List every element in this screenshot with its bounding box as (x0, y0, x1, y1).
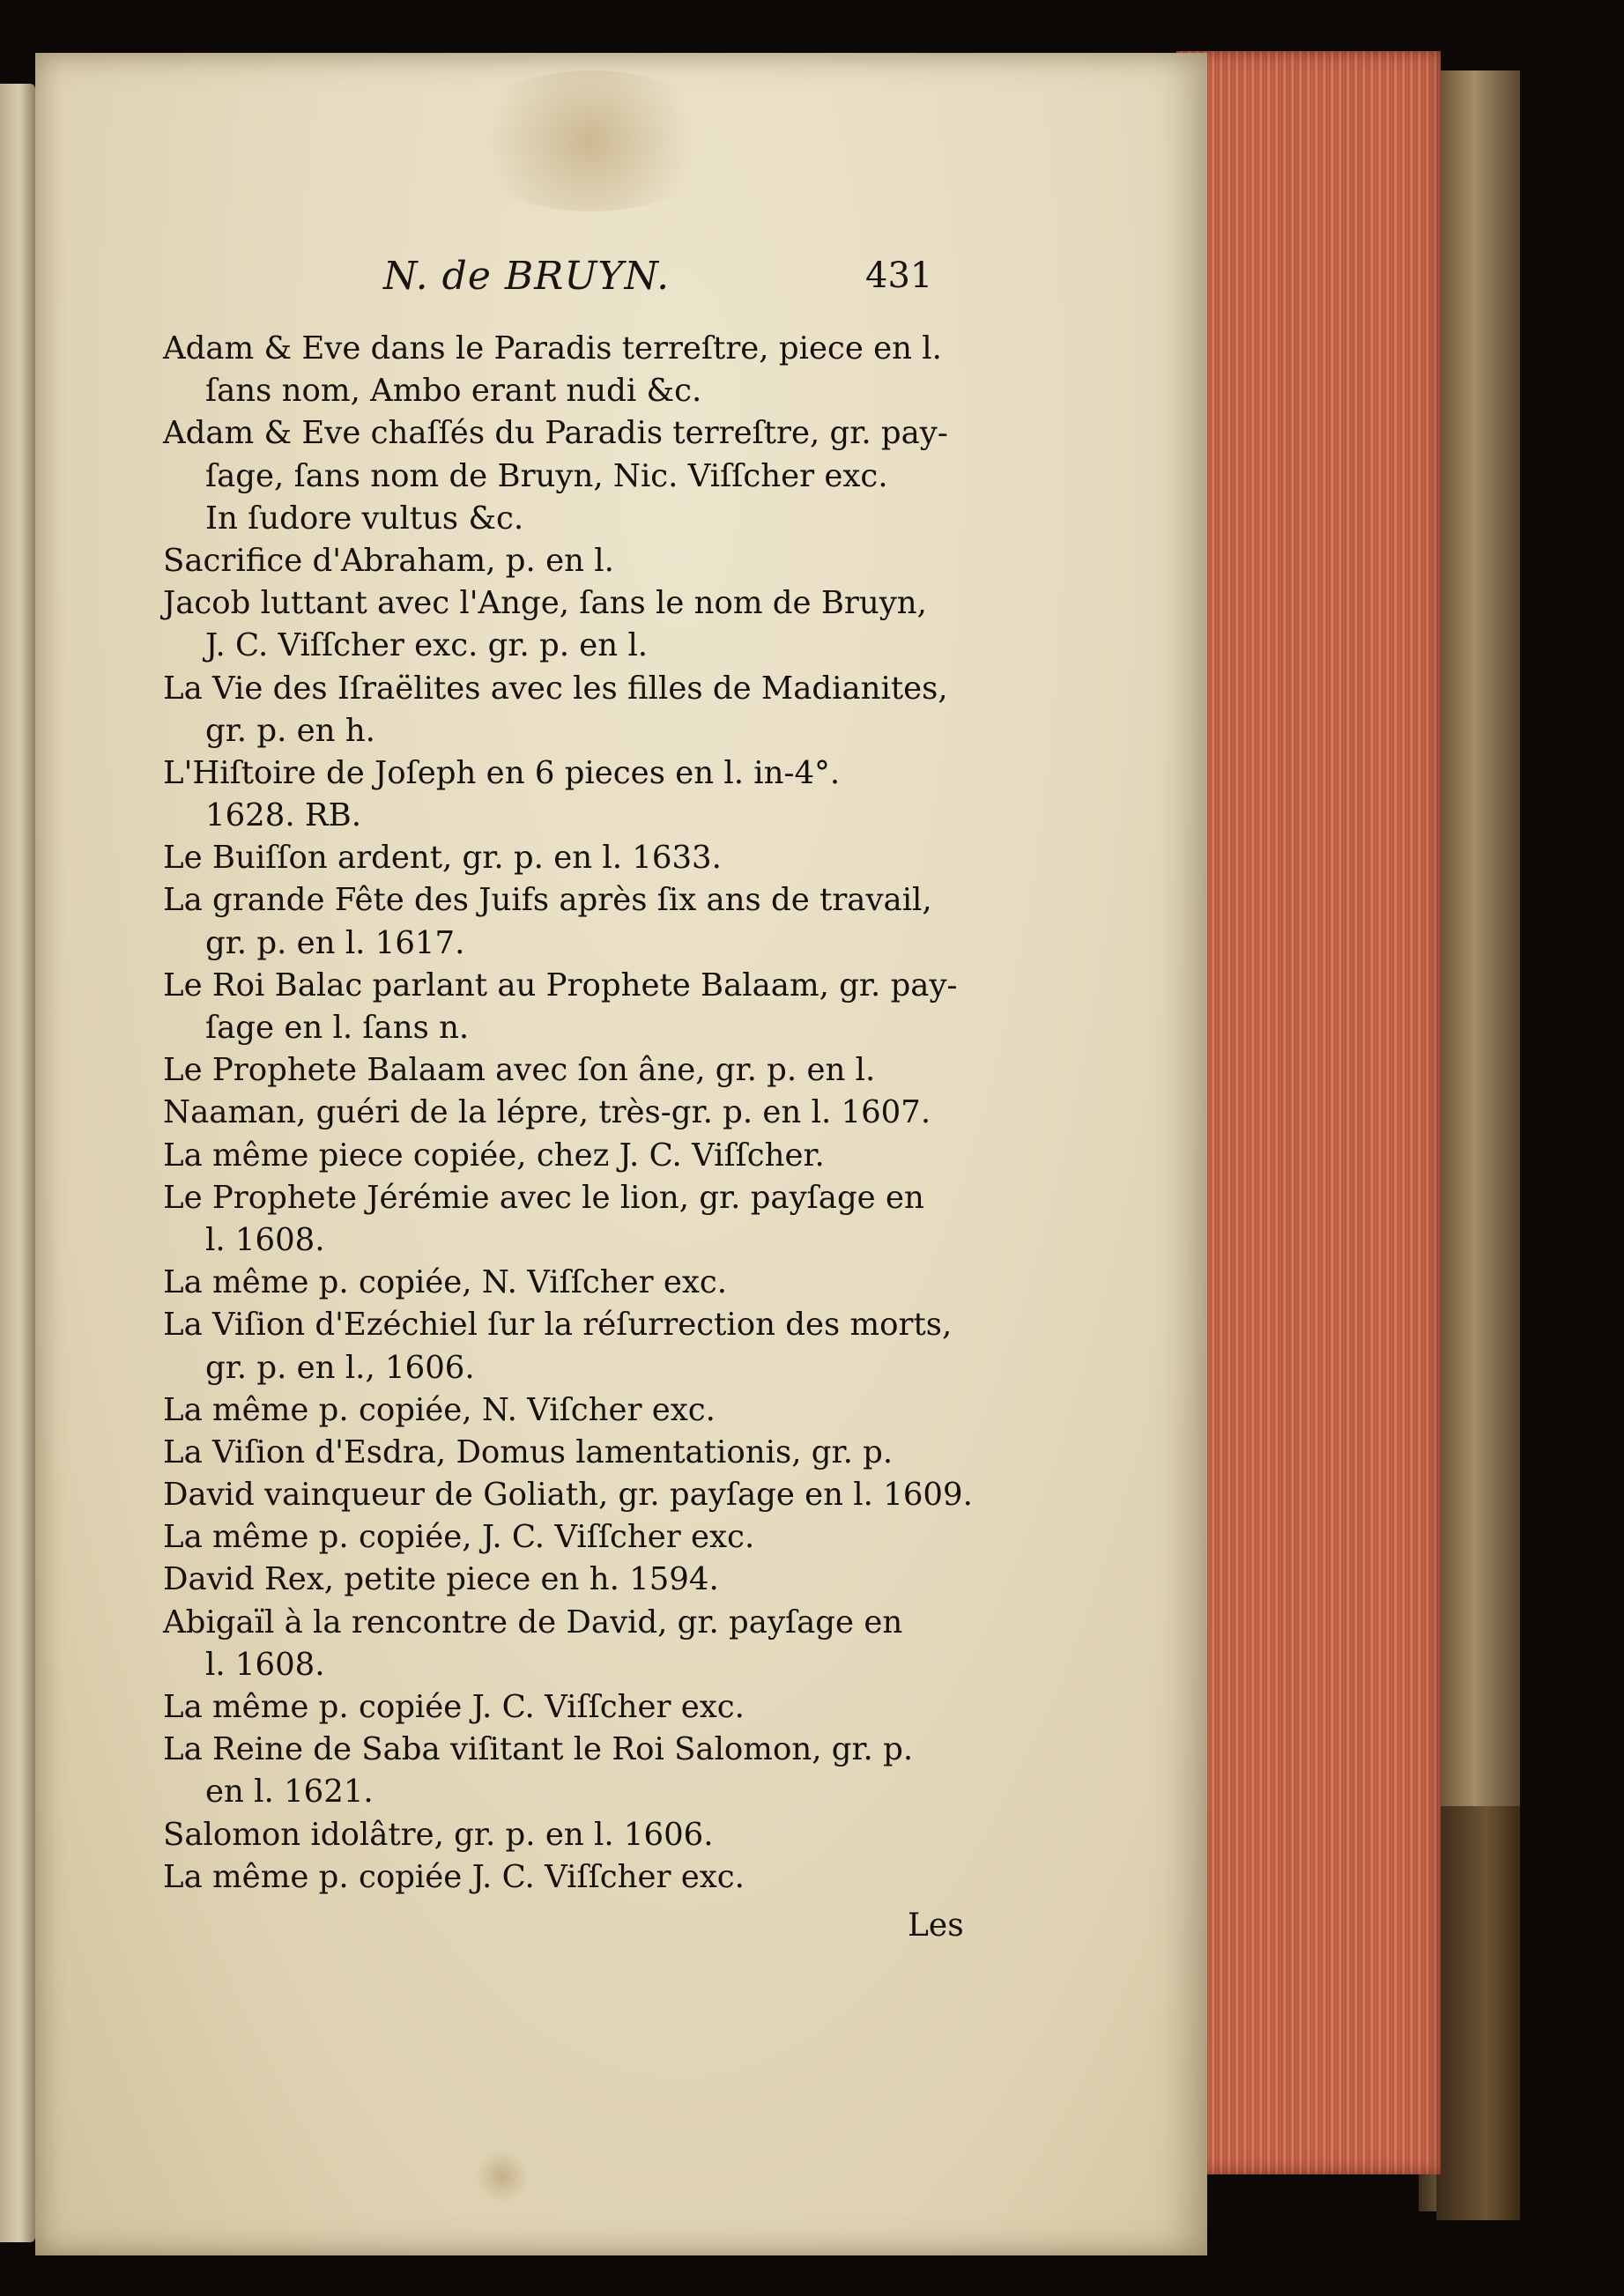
text-line: La Viſion d'Esdra, Domus lamentationis, gr. p. (163, 1433, 894, 1470)
text-line: l. 1608. (205, 1221, 325, 1258)
text-line: Salomon idolâtre, gr. p. en l. 1606. (163, 1816, 714, 1853)
text-line: La même piece copiée, chez J. C. Viſſcher. (163, 1137, 825, 1174)
text-line: Le Buiſſon ardent, gr. p. en l. 1633. (163, 840, 722, 877)
text-line: gr. p. en l., 1606. (205, 1349, 475, 1386)
text-line: Le Prophete Balaam avec ſon âne, gr. p. en l. (163, 1052, 876, 1089)
text-line: Abigaïl à la rencontre de David, gr. payſage en (163, 1603, 903, 1641)
text-line: ſans nom, Ambo erant nudi &c. (205, 373, 702, 410)
text-line: In ſudore vultus &c. (205, 500, 524, 537)
text-line: La même p. copiée J. C. Viſſcher exc. (163, 1858, 745, 1895)
text-line: La Reine de Saba viſitant le Roi Salomon, gr. p. (163, 1731, 914, 1768)
page-stain (476, 2150, 529, 2203)
text-line: J. C. Viſſcher exc. gr. p. en l. (205, 627, 649, 664)
text-line: ſage, ſans nom de Bruyn, Nic. Viſſcher exc. (205, 457, 888, 494)
text-line: La Viſion d'Ezéchiel ſur la réſurrection des morts, (163, 1307, 953, 1344)
text-line: L'Hiſtoire de Joſeph en 6 pieces en l. in-4°. (163, 754, 841, 791)
running-title: N. de BRUYN. (383, 254, 671, 299)
text-line: Jacob luttant avec l'Ange, ſans le nom de Bruyn, (163, 585, 927, 622)
text-line: La même p. copiée, N. Viſſcher exc. (163, 1264, 728, 1301)
text-line: Adam & Eve chaſſés du Paradis terreſtre, gr. pay- (163, 415, 948, 452)
previous-page-edge (0, 84, 35, 2242)
page-block-edges (1176, 51, 1441, 2174)
text-line: La même p. copiée, N. Viſcher exc. (163, 1391, 716, 1428)
text-line: Le Prophete Jérémie avec le lion, gr. payſage en (163, 1179, 924, 1216)
text-line: Naaman, guéri de la lépre, très-gr. p. en l. 1607. (163, 1094, 931, 1131)
text-line: l. 1608. (205, 1646, 325, 1683)
text-line: gr. p. en l. 1617. (205, 924, 465, 961)
text-line: La même p. copiée, J. C. Viſſcher exc. (163, 1519, 755, 1556)
book-page (35, 53, 1207, 2255)
catchword: Les (908, 1907, 964, 1944)
page-stain (458, 70, 723, 211)
catalogue-entries (163, 328, 983, 1899)
text-line: La même p. copiée J. C. Viſſcher exc. (163, 1689, 745, 1725)
text-line: Adam & Eve dans le Paradis terreſtre, piece en l. (163, 330, 942, 367)
text-line: gr. p. en h. (205, 712, 375, 749)
text-line: en l. 1621. (205, 1774, 374, 1811)
text-line: 1628. RB. (205, 797, 362, 834)
book-cover-board-lower (1436, 1806, 1520, 2220)
text-line: La Vie des Iſraëlites avec les filles de Madianites, (163, 670, 948, 707)
running-header (35, 254, 1005, 307)
text-line: Le Roi Balac parlant au Prophete Balaam, gr. pay- (163, 967, 958, 1004)
text-line: David vainqueur de Goliath, gr. payſage en l. 1609. (163, 1477, 973, 1514)
text-line: Sacrifice d'Abraham, p. en l. (163, 542, 614, 579)
text-line: ſage en l. ſans n. (205, 1010, 470, 1046)
text-line: David Rex, petite piece en h. 1594. (163, 1561, 719, 1598)
page-number: 431 (865, 256, 933, 296)
text-line: La grande Fête des Juifs après ſix ans de travail, (163, 882, 932, 919)
